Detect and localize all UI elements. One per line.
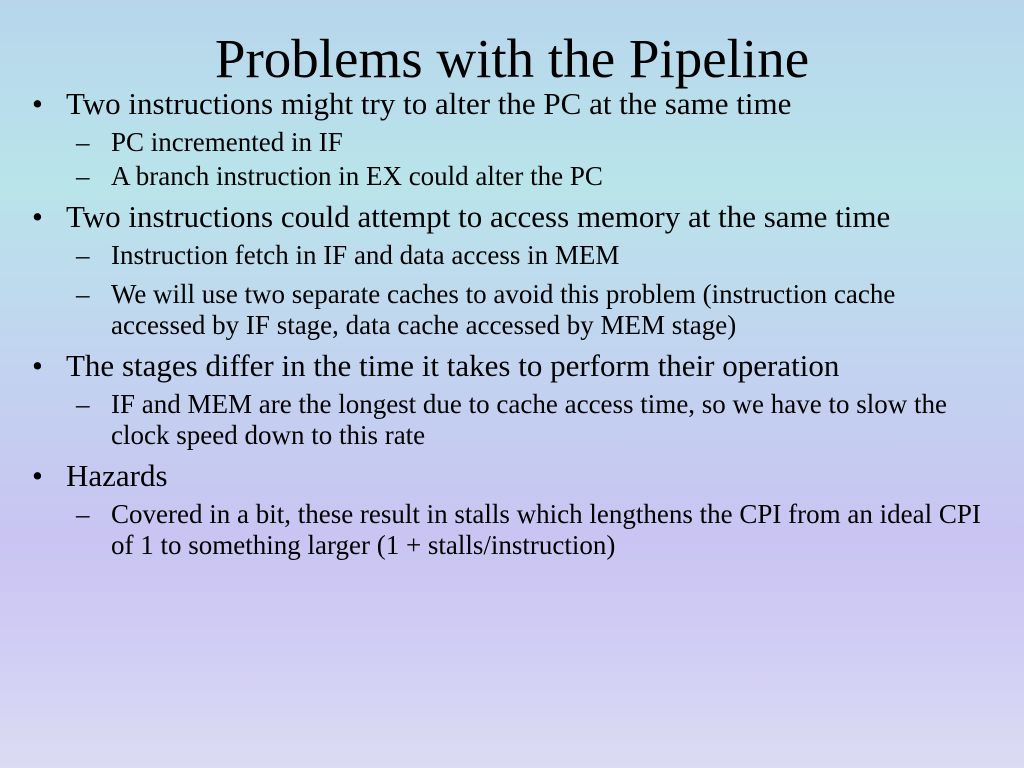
bullet-marker: • (32, 348, 43, 383)
sub-bullet-text: We will use two separate caches to avoid this problem (instruction cache accessed by IF stage, data cache accessed by MEM stage) (111, 279, 896, 340)
sub-bullet-text: IF and MEM are the longest due to cache access time, so we have to slow the clock speed down to this rate (111, 389, 947, 450)
slide-title: Problems with the Pipeline (214, 28, 810, 89)
bullet-item (28, 459, 988, 493)
bullet-list (28, 87, 988, 569)
sub-bullet-text: PC incremented in IF (111, 127, 343, 157)
sub-bullet-marker: – (76, 127, 90, 157)
bullet-marker: • (32, 458, 43, 493)
sub-bullet-marker: – (76, 499, 90, 529)
bullet-item (28, 349, 988, 383)
sub-bullet-item (28, 499, 988, 561)
sub-bullet-item (28, 161, 988, 192)
sub-bullet-text: Covered in a bit, these result in stalls which lengthens the CPI from an ideal CPI of 1 to something larger (1 + stalls/instruction) (111, 499, 981, 560)
sub-bullet-text: A branch instruction in EX could alter the PC (111, 161, 603, 191)
sub-bullet-item (28, 279, 988, 341)
sub-bullet-marker: – (76, 279, 90, 309)
sub-bullet-item (28, 127, 988, 158)
bullet-text: Hazards (66, 458, 168, 493)
sub-bullet-item (28, 240, 988, 271)
bullet-item (28, 200, 988, 234)
sub-bullet-marker: – (76, 389, 90, 419)
sub-bullet-item (28, 389, 988, 451)
bullet-text: Two instructions could attempt to access memory at the same time (66, 199, 891, 234)
bullet-text: The stages differ in the time it takes to perform their operation (66, 348, 840, 383)
sub-bullet-marker: – (76, 240, 90, 270)
sub-bullet-text: Instruction fetch in IF and data access in MEM (111, 240, 620, 270)
bullet-text: Two instructions might try to alter the PC at the same time (66, 86, 792, 121)
bullet-marker: • (32, 199, 43, 234)
bullet-item (28, 87, 988, 121)
bullet-marker: • (32, 86, 43, 121)
sub-bullet-marker: – (76, 161, 90, 191)
